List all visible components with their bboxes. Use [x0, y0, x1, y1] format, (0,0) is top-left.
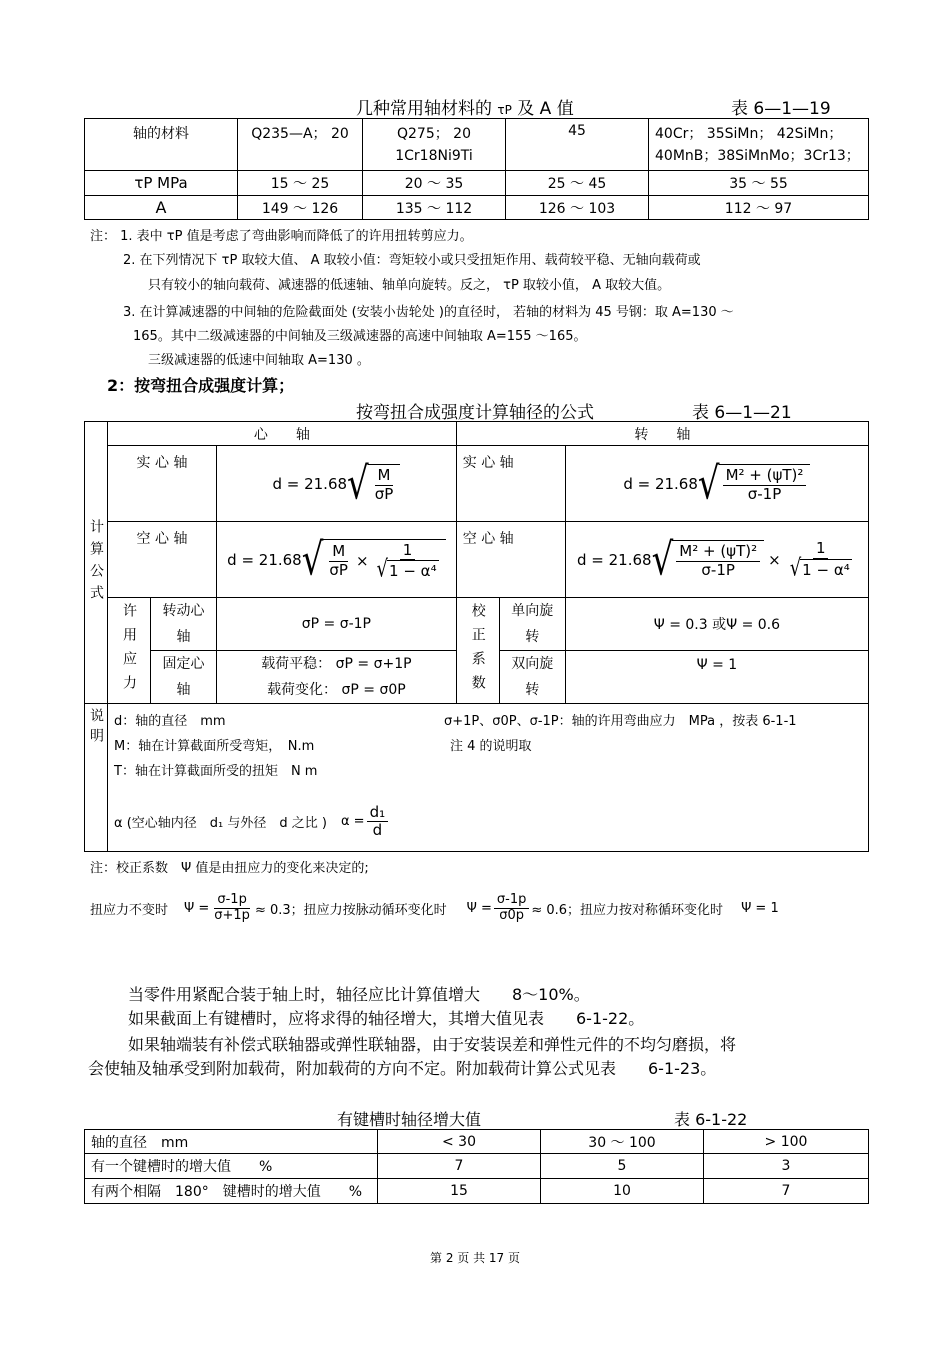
table2-number: 表 6—1—21	[692, 403, 792, 423]
note1-line6: 三级减速器的低速中间轴取 A=130 。	[148, 353, 370, 368]
note1-line2: 2. 在下列情况下 τP 取较大值、 A 取较小值：弯矩较小或只受扭矩作用、载荷较平稳、无轴向载荷或	[123, 253, 701, 268]
two-way-label: 双向旋转	[499, 651, 565, 704]
table3-row-label: 有两个相隔 180° 键槽时的增大值 %	[85, 1179, 378, 1204]
table3-head-2: 30 ～ 100	[541, 1130, 704, 1154]
table1-row1-label: τP MPa	[85, 171, 238, 196]
para-4: 会使轴及轴承受到附加载荷，附加载荷的方向不定。附加载荷计算公式见表 6-1-23。	[88, 1059, 717, 1078]
table3-head-3: > 100	[704, 1130, 869, 1154]
table1-cell: 135 ～ 112	[363, 196, 506, 220]
para-2: 如果截面上有键槽时，应将求得的轴径增大，其增大值见表 6-1-22。	[128, 1009, 645, 1028]
explain-body	[108, 704, 869, 852]
table3-head-0: 轴的直径 mm	[85, 1130, 378, 1154]
table1-cell: 112 ～ 97	[649, 196, 869, 220]
table1-cell: 20 ～ 35	[363, 171, 506, 196]
exp-T: T：轴在计算截面所受的扭矩 N m	[114, 764, 318, 779]
table3-cell: 7	[378, 1154, 541, 1179]
table1-head-2: Q275； 20 1Cr18Ni9Ti	[363, 119, 506, 171]
table1-number: 表 6—1—19	[731, 99, 831, 119]
one-way-value: Ψ = 0.3 或Ψ = 0.6	[565, 598, 868, 651]
table3-head-1: < 30	[378, 1130, 541, 1154]
formula-hollow-shaft: d = 21.68 √ $\frac{\text{M² + (ψT)²}}{\sigma-1P}$ × 1 √ 1 − α⁴	[565, 522, 868, 598]
table1-cell: 35 ～ 55	[649, 171, 869, 196]
table1-title: 几种常用轴材料的 τP 及 A 值	[356, 99, 574, 119]
formula-solid-mandrel: d = 21.68 √ $\frac{M}{\sigma P}$	[217, 446, 457, 522]
fix-mandrel-eq: 载荷平稳： σP = σ+1P 载荷变化： σP = σ0P	[217, 651, 457, 704]
table1	[84, 118, 869, 220]
table3-cell: 15	[378, 1179, 541, 1204]
one-way-label: 单向旋转	[499, 598, 565, 651]
formula-solid-shaft: d = 21.68 √ $\frac{\text{M² + (ψT)²}}{\sigma-1P}$	[565, 446, 868, 522]
table1-cell: 25 ～ 45	[506, 171, 649, 196]
table1-cell: 149 ～ 126	[238, 196, 363, 220]
hollow-label-mandrel: 空 心 轴	[108, 522, 217, 598]
para-1: 当零件用紧配合装于轴上时，轴径应比计算值增大 8～10%。	[128, 985, 590, 1004]
page-footer: 第 2 页 共 17 页	[430, 1251, 520, 1265]
table3-cell: 5	[541, 1154, 704, 1179]
exp-sigma: σ+1P、σ0P、σ-1P：轴的许用弯曲应力 MPa ，按表 6-1-1	[444, 714, 797, 729]
table1-head-3: 45	[506, 119, 649, 171]
note1-line5: 165。其中二级减速器的中间轴及三级减速器的高速中间轴取 A=155 ～165。	[133, 329, 587, 344]
table2-title: 按弯扭合成强度计算轴径的公式	[356, 403, 594, 423]
table2	[84, 421, 869, 852]
note1-line1: 注： 1. 表中 τP 值是考虑了弯曲影响而降低了的许用扭转剪应力。	[90, 229, 473, 244]
table3	[84, 1129, 869, 1204]
col-head-mandrel: 心 轴	[108, 422, 457, 446]
allow-stress-label: 许用应力	[108, 598, 151, 704]
corr-factor-label: 校正系数	[456, 598, 499, 704]
note2: 注：校正系数 Ψ 值是由扭应力的变化来决定的;	[90, 861, 369, 876]
table3-title: 有键槽时轴径增大值	[337, 1110, 482, 1129]
formula-hollow-mandrel: d = 21.68 √ $\frac{M}{\sigma P}$ × 1 √ 1 − α⁴	[217, 522, 457, 598]
exp-M: M：轴在计算截面所受弯矩， N.m	[114, 739, 315, 754]
table1-head-0: 轴的材料	[85, 119, 238, 171]
table1-row2-label: A	[85, 196, 238, 220]
fix-mandrel-label: 固定心轴	[150, 651, 216, 704]
explain-label: 说明	[85, 704, 108, 852]
rot-mandrel-label: 转动心轴	[150, 598, 216, 651]
table1-cell: 15 ～ 25	[238, 171, 363, 196]
table3-row-label: 有一个键槽时的增大值 %	[85, 1154, 378, 1179]
exp-sigma-2: 注 4 的说明取	[450, 739, 532, 754]
section2-heading: 2：按弯扭合成强度计算；	[107, 376, 295, 395]
solid-label-shaft: 实 心 轴	[456, 446, 565, 522]
note1-line4: 3. 在计算减速器的中间轴的危险截面处 (安装小齿轮处 )的直径时， 若轴的材料为 45 号钢：取 A=130 ～	[123, 305, 734, 320]
table1-head-1: Q235—A； 20	[238, 119, 363, 171]
table1-cell: 126 ～ 103	[506, 196, 649, 220]
psi-line: 扭应力不变时 Ψ = $\frac{\sigma-1p}{\sigma+1p}$ ≈ 0.3；扭应力按脉动循环变化时 Ψ = $\frac{\sigma-1p}{\sigma 0p}$ ≈ 0.6；扭应力按对称循环变化时 Ψ = 1	[90, 892, 779, 923]
exp-d: d：轴的直径 mm	[114, 714, 226, 729]
table3-number: 表 6-1-22	[674, 1110, 748, 1129]
side-label-calc: 计算公式	[85, 422, 108, 704]
table3-cell: 7	[704, 1179, 869, 1204]
note1-line3: 只有较小的轴向载荷、减速器的低速轴、轴单向旋转。反之， τP 取较小值， A 取较大值。	[148, 278, 671, 293]
two-way-value: Ψ = 1	[565, 651, 868, 704]
solid-label-mandrel: 实 心 轴	[108, 446, 217, 522]
col-head-shaft: 转 轴	[456, 422, 868, 446]
table3-cell: 10	[541, 1179, 704, 1204]
hollow-label-shaft: 空 心 轴	[456, 522, 565, 598]
table3-cell: 3	[704, 1154, 869, 1179]
exp-alpha: α (空心轴内径 d₁ 与外径 d 之比 ) α = $\frac{\text{d₁}}{d}$	[114, 804, 390, 840]
rot-mandrel-eq: σP = σ-1P	[217, 598, 457, 651]
para-3: 如果轴端装有补偿式联轴器或弹性联轴器，由于安装误差和弹性元件的不均匀磨损，将	[128, 1035, 737, 1054]
table1-head-4: 40Cr； 35SiMn； 42SiMn； 40MnB；38SiMnMo；3Cr13；	[649, 119, 869, 171]
